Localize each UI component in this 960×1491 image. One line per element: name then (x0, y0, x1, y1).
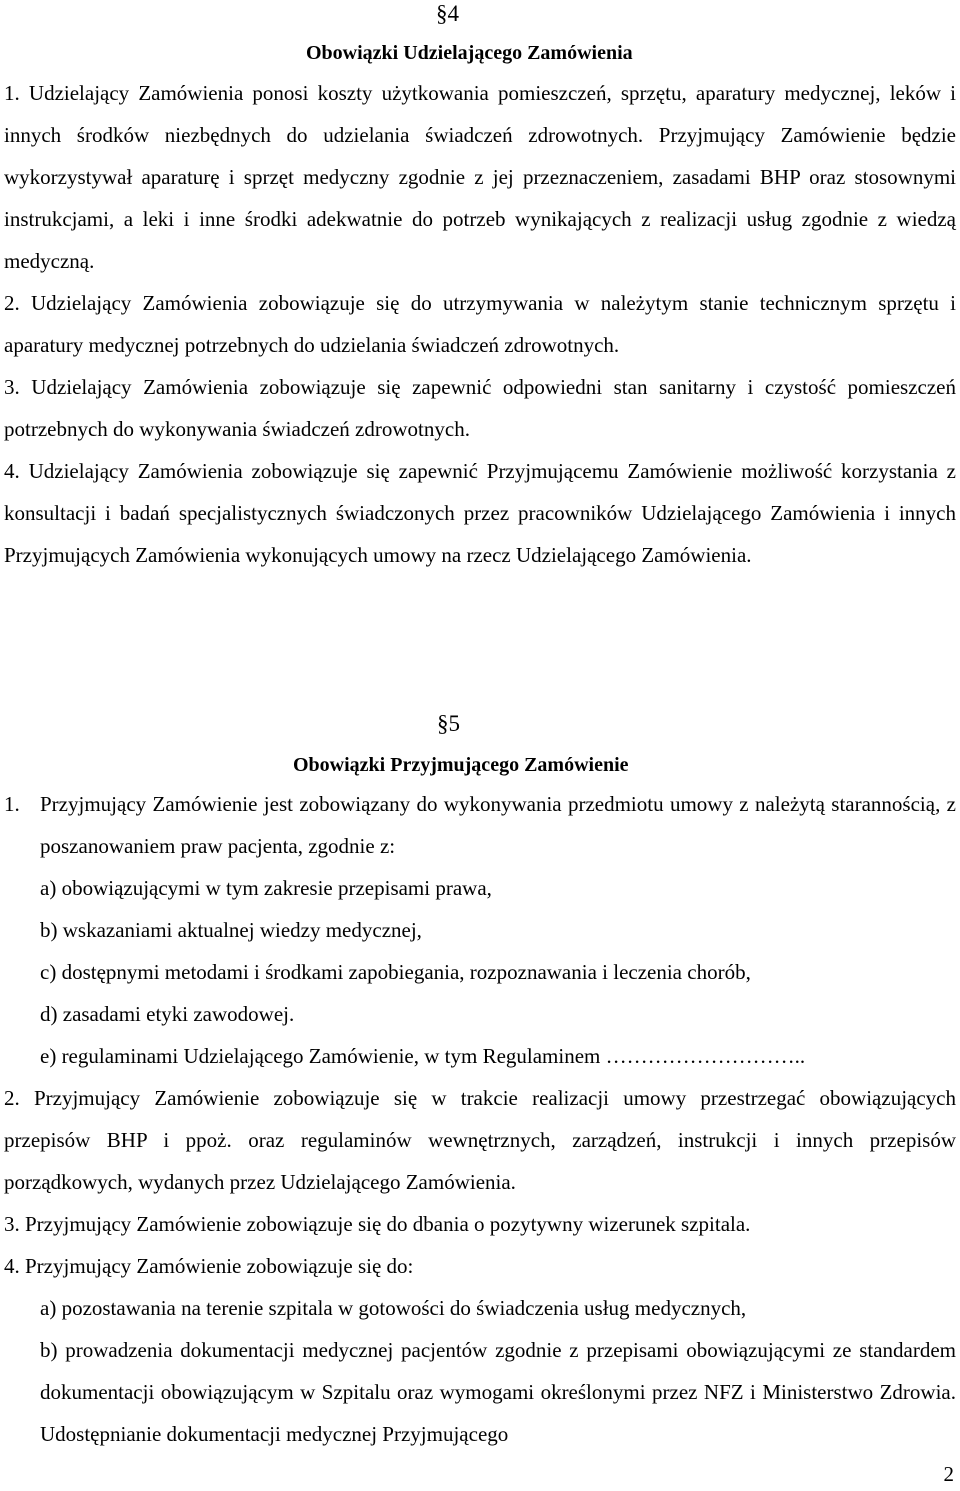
section-5-paragraph-3: 3. Przyjmujący Zamówienie zobowiązuje się do dbania o pozytywny wizerunek szpitala. (4, 1212, 751, 1236)
section-5-paragraph-2: 2. Przyjmujący Zamówienie zobowiązuje się w trakcie realizacji umowy przestrzegać obowiązujących przepisów BHP i ppoż. oraz regulaminów wewnętrznych, zarządzeń, instrukcji i innych przepisów porządkowych, wydanych przez Udzielającego Zamówienia. (4, 1086, 956, 1194)
section-4-paragraph-4: 4. Udzielający Zamówienia zobowiązuje się zapewnić Przyjmującemu Zamówienie możliwość korzystania z konsultacji i badań specjalistycznych świadczonych przez pracowników Udzielającego Zamówienia i innych Przyjmujących Zamówienia wykonujących umowy na rzecz Udzielającego Zamówienia. (4, 459, 956, 567)
section-5-p1-item-a: a) obowiązującymi w tym zakresie przepisami prawa, (40, 876, 492, 900)
section-4-paragraph-3: 3. Udzielający Zamówienia zobowiązuje się zapewnić odpowiedni stan sanitarny i czystość pomieszczeń potrzebnych do wykonywania świadczeń zdrowotnych. (4, 375, 956, 441)
section-4-title: Obowiązki Udzielającego Zamówienia (306, 42, 633, 64)
section-5-p4-item-a: a) pozostawania na terenie szpitala w gotowości do świadczenia usług medycznych, (40, 1296, 747, 1320)
section-5-paragraph-1-text: Przyjmujący Zamówienie jest zobowiązany do wykonywania przedmiotu umowy z należytą starannością, z poszanowaniem praw pacjenta, zgodnie z: (40, 792, 956, 858)
section-5-p1-item-b: b) wskazaniami aktualnej wiedzy medycznej, (40, 918, 422, 942)
section-5-p1-item-c: c) dostępnymi metodami i środkami zapobiegania, rozpoznawania i leczenia chorób, (40, 960, 751, 984)
section-5-p1-item-e: e) regulaminami Udzielającego Zamówienie, w tym Regulaminem ……………………….. (40, 1044, 806, 1068)
section-5-paragraph-1-number: 1. (4, 792, 20, 816)
section-5-symbol: §5 (437, 711, 460, 736)
section-5-paragraph-1 (4, 783, 956, 867)
section-5-p4-item-b: b) prowadzenia dokumentacji medycznej pacjentów zgodnie z przepisami obowiązującymi ze standardem dokumentacji obowiązującym w Szpitalu oraz wymogami określonymi przez NFZ i Ministerstwo Zdrowia. Udostępnianie dokumentacji medycznej Przyjmującego (40, 1338, 956, 1446)
section-5-paragraph-4: 4. Przyjmujący Zamówienie zobowiązuje się do: (4, 1254, 414, 1278)
section-5-p1-item-d: d) zasadami etyki zawodowej. (40, 1002, 295, 1026)
page-number: 2 (943, 1462, 954, 1486)
section-4-paragraph-1: 1. Udzielający Zamówienia ponosi koszty użytkowania pomieszczeń, sprzętu, aparatury medycznej, leków i innych środków niezbędnych do udzielania świadczeń zdrowotnych. Przyjmujący Zamówienie będzie wykorzystywał aparaturę i sprzęt medyczny zgodnie z jej przeznaczeniem, zasadami BHP oraz stosownymi instrukcjami, a leki i inne środki adekwatnie do potrzeb wynikających z realizacji usług zgodnie z wiedzą medyczną. (4, 81, 956, 273)
section-5-title: Obowiązki Przyjmującego Zamówienie (293, 754, 629, 776)
section-4-symbol: §4 (436, 1, 459, 26)
section-4-paragraph-2: 2. Udzielający Zamówienia zobowiązuje się do utrzymywania w należytym stanie technicznym sprzętu i aparatury medycznej potrzebnych do udzielania świadczeń zdrowotnych. (4, 291, 956, 357)
